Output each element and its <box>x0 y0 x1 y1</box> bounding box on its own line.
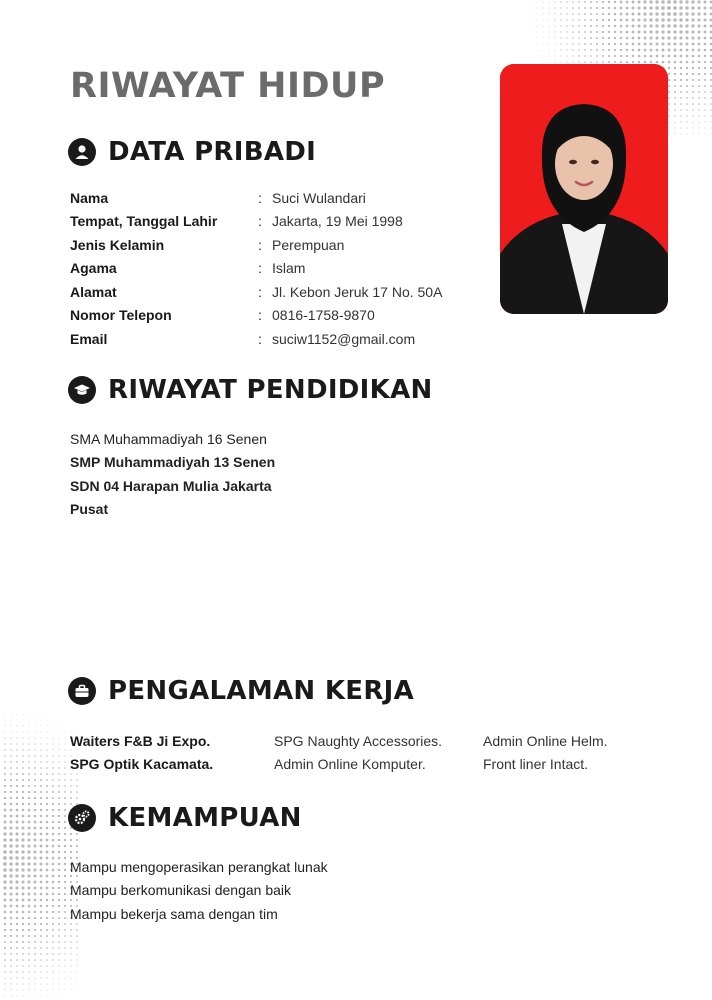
profile-photo <box>500 64 668 314</box>
field-separator: : <box>258 189 262 206</box>
field-separator: : <box>258 236 262 253</box>
field-value: 0816-1758-9870 <box>272 307 375 324</box>
work-item: Front liner Intact. <box>483 755 589 772</box>
gears-icon <box>68 804 96 832</box>
field-label: Agama <box>70 260 117 277</box>
work-item: SPG Naughty Accessories. <box>274 732 443 749</box>
list-item: Pusat <box>70 501 109 518</box>
work-row <box>70 729 608 752</box>
work-item: SPG Optik Kacamata. <box>70 755 214 772</box>
field-row <box>70 257 442 281</box>
education-list <box>70 427 275 521</box>
field-separator: : <box>258 213 262 230</box>
user-icon <box>68 138 96 166</box>
work-row <box>70 752 608 775</box>
work-item: Waiters F&B Ji Expo. <box>70 732 211 749</box>
briefcase-icon <box>68 677 96 705</box>
list-item: SDN 04 Harapan Mulia Jakarta <box>70 477 272 494</box>
field-separator: : <box>258 330 262 347</box>
field-separator: : <box>258 307 262 324</box>
field-row <box>70 210 442 234</box>
field-value: Suci Wulandari <box>272 189 366 206</box>
field-label: Nama <box>70 189 109 206</box>
list-item: Mampu mengoperasikan perangkat lunak <box>70 858 328 875</box>
dot-pattern-bottom-left <box>0 700 80 1000</box>
field-row <box>70 327 442 351</box>
field-value: Jakarta, 19 Mei 1998 <box>272 213 403 230</box>
section-heading-education <box>68 375 433 405</box>
field-label: Nomor Telepon <box>70 307 172 324</box>
section-heading-label: PENGALAMAN KERJA <box>108 676 415 706</box>
field-label: Tempat, Tanggal Lahir <box>70 213 218 230</box>
page-title: RIWAYAT HIDUP <box>70 66 386 106</box>
field-row <box>70 304 442 328</box>
list-item: Mampu berkomunikasi dengan baik <box>70 882 292 899</box>
section-heading-label: RIWAYAT PENDIDIKAN <box>108 375 433 405</box>
graduation-cap-icon <box>68 376 96 404</box>
section-heading-label: KEMAMPUAN <box>108 803 302 833</box>
list-item: SMA Muhammadiyah 16 Senen <box>70 430 267 447</box>
work-item: Admin Online Komputer. <box>274 755 426 772</box>
section-heading-work <box>68 676 414 706</box>
field-label: Alamat <box>70 283 117 300</box>
section-heading-label: DATA PRIBADI <box>108 137 317 167</box>
field-value: Islam <box>272 260 306 277</box>
field-value: Perempuan <box>272 236 345 253</box>
field-row <box>70 233 442 257</box>
field-row <box>70 186 442 210</box>
list-item: Mampu bekerja sama dengan tim <box>70 905 278 922</box>
field-row <box>70 280 442 304</box>
field-separator: : <box>258 283 262 300</box>
work-experience-grid <box>70 729 608 775</box>
personal-data-table <box>70 186 442 351</box>
section-heading-skills <box>68 803 302 833</box>
skills-list <box>70 855 328 926</box>
field-value: suciw1152@gmail.com <box>272 330 416 347</box>
field-value: Jl. Kebon Jeruk 17 No. 50A <box>272 283 443 300</box>
work-item: Admin Online Helm. <box>483 732 608 749</box>
field-separator: : <box>258 260 262 277</box>
list-item: SMP Muhammadiyah 13 Senen <box>70 454 276 471</box>
section-heading-personal <box>68 137 316 167</box>
field-label: Jenis Kelamin <box>70 236 165 253</box>
field-label: Email <box>70 330 108 347</box>
